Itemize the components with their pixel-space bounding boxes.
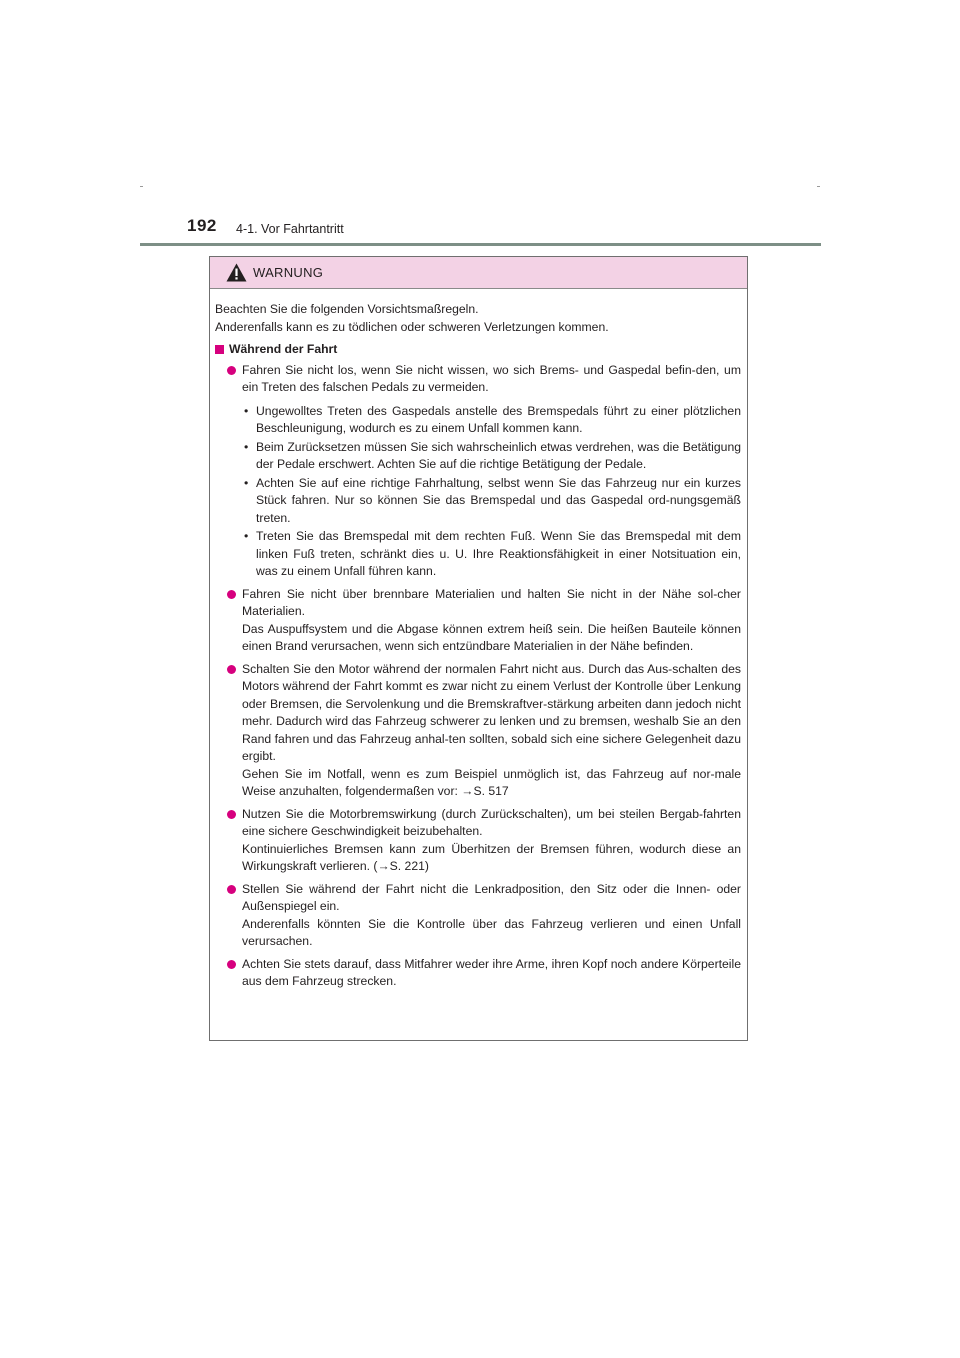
warning-item <box>215 806 741 876</box>
sub-item <box>242 403 741 438</box>
round-bullet-icon <box>227 810 236 819</box>
square-bullet-icon <box>215 345 224 354</box>
warning-header <box>210 257 747 289</box>
warning-title: WARNUNG <box>253 265 324 280</box>
sub-bullet: • <box>244 529 249 543</box>
round-bullet-icon <box>227 665 236 674</box>
warning-body <box>210 289 747 991</box>
sub-bullet: • <box>244 439 249 454</box>
intro-line: Anderenfalls kann es zu tödlichen oder schweren Verletzungen kommen. <box>215 319 609 334</box>
item-text: Stellen Sie während der Fahrt nicht die Lenkradposition, den Sitz oder die Innen- oder Außenspiegel ein. <box>242 881 741 913</box>
sub-item-text: Treten Sie das Bremspedal mit dem rechten Fuß. Wenn Sie das Bremspedal mit dem linken Fuß treten, schränkt dies u. U. Ihre Reaktionsfähigkeit in einer Notsituation ein, was zu einem Unfall führen kann. <box>256 529 741 578</box>
crop-mark-left <box>140 186 143 187</box>
round-bullet-icon <box>227 590 236 599</box>
round-bullet-icon <box>227 885 236 894</box>
warning-item <box>215 661 741 801</box>
warning-item <box>215 956 741 991</box>
section-heading-text: Während der Fahrt <box>229 342 338 356</box>
sub-item <box>242 439 741 474</box>
item-text: Kontinuierliches Bremsen kann zum Überhitzen der Bremsen führen, wodurch diese an Wirkungskraft verlieren. (→S. 221) <box>242 841 741 873</box>
header-rule <box>140 243 821 246</box>
item-text: Das Auspuffsystem und die Abgase können extrem heiß sein. Die heißen Bauteile können einen Brand verursachen, wenn sich entzündbare Materialien in der Nähe befinden. <box>242 621 741 653</box>
section-title: 4-1. Vor Fahrtantritt <box>236 222 344 236</box>
sub-item-text: Achten Sie auf eine richtige Fahrhaltung, selbst wenn Sie das Fahrzeug nur ein kurzes Stück fahren. Nur so können Sie das Bremspedal und das Gaspedal ord-nungsgemäß treten. <box>256 475 741 525</box>
sub-item <box>242 528 741 581</box>
sub-list <box>215 403 741 581</box>
round-bullet-icon <box>227 366 236 375</box>
item-text: Nutzen Sie die Motorbremswirkung (durch Zurückschalten), um bei steilen Bergab-fahrten eine sichere Geschwindigkeit beizubehalten. <box>242 806 741 838</box>
warning-triangle-icon <box>226 263 247 282</box>
sub-item-text: Beim Zurücksetzen müssen Sie sich wahrscheinlich etwas verdrehen, was die Betätigung der Pedale erschwert. Achten Sie auf die richtige Betätigung der Pedale. <box>256 439 741 471</box>
warning-box <box>209 256 748 1041</box>
warning-item <box>215 881 741 951</box>
round-bullet-icon <box>227 960 236 969</box>
warning-item <box>215 586 741 656</box>
sub-item-text: Ungewolltes Treten des Gaspedals anstelle des Bremspedals führt zu einer plötzlichen Beschleunigung, wodurch es zu einem Unfall kommen kann. <box>256 403 741 435</box>
warning-item <box>215 362 741 397</box>
item-text: Achten Sie stets darauf, dass Mitfahrer weder ihre Arme, ihren Kopf noch andere Körperteile aus dem Fahrzeug strecken. <box>242 956 741 988</box>
sub-bullet: • <box>244 403 249 418</box>
sub-bullet: • <box>244 475 249 490</box>
item-text: Fahren Sie nicht los, wenn Sie nicht wissen, wo sich Brems- und Gaspedal befin-den, um ein Treten des falschen Pedals zu vermeiden. <box>242 362 741 394</box>
item-text: Anderenfalls könnten Sie die Kontrolle über das Fahrzeug verlieren und einen Unfall verursachen. <box>242 916 741 948</box>
sub-item <box>242 475 741 528</box>
warning-intro <box>215 301 741 336</box>
item-text: Schalten Sie den Motor während der normalen Fahrt nicht aus. Durch das Aus-schalten des Motors während der Fahrt kommt es zwar nicht zu einem Verlust der Kontrolle über Lenkung oder Bremsen, die Servolenkung und die Bremskraftver-stärkung arbeiten dann jedoch nicht mehr. Dadurch wird das Fahrzeug schwerer zu lenken und zu bremsen, weshalb Sie an den Rand fahren und das Fahrzeug anhal-ten sollten, sobald sich eine sichere Gelegenheit dazu ergibt. <box>242 661 741 763</box>
section-heading <box>215 341 741 359</box>
item-text: Gehen Sie im Notfall, wenn es zum Beispiel unmöglich ist, das Fahrzeug auf nor-male Weise anzuhalten, folgendermaßen vor: →S. 517 <box>242 766 741 798</box>
item-text: Fahren Sie nicht über brennbare Materialien und halten Sie nicht in der Nähe sol-cher Materialien. <box>242 586 741 618</box>
crop-mark-right <box>817 186 820 187</box>
intro-line: Beachten Sie die folgenden Vorsichtsmaßregeln. <box>215 302 479 316</box>
page-number: 192 <box>187 216 217 235</box>
